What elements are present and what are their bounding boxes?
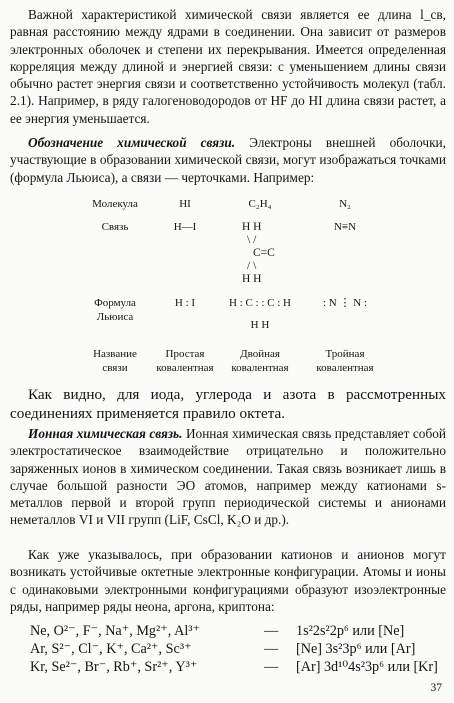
lewis-c2h4-hydrogens: H H (250, 319, 270, 331)
row-label-lewis: Формула Льюиса (94, 297, 136, 323)
bond-name-single: Простая ковалентная (156, 348, 214, 374)
paragraph-text: Ионная химическая связь представляет собой электростатическое взаимодействие отрицательно и положительно заряженных ионов в химическом соединении. Такая связь возникает лишь в случае большой разности ЭО атомов, например между катионами s-металлов первой и второй групп периодической системы и анионами неметаллов VI и VII групп (LiF, CsCl, K₂O и др.). (10, 426, 446, 528)
iso-series-ions: Ar, S²⁻, Cl⁻, K⁺, Ca²⁺, Sc³⁺ (30, 641, 192, 657)
paragraph-text: Электроны внешней оболочки, участвующие в образовании химической связи, могут изображаться точками (формула Льюиса), а связи — черточками. Например: (10, 135, 446, 185)
paragraph-ionic-bond (10, 425, 446, 529)
ethylene-structure-line: / \ (247, 260, 257, 272)
iso-series-dash: — (264, 641, 279, 657)
run-in-heading: Обозначение химической связи. (28, 135, 236, 150)
row-label-bond: Связь (101, 221, 129, 233)
bond-name-double: Двойная ковалентная (231, 348, 289, 374)
page-number: 37 (430, 682, 442, 694)
ethylene-structure-line: C=C (253, 247, 275, 259)
iso-series-config: [Ne] 3s²3p⁶ или [Ar] (296, 641, 416, 657)
ethylene-structure-line: H H (242, 273, 262, 285)
iso-series-dash: — (264, 659, 279, 675)
molecule-hi: HI (179, 198, 191, 210)
iso-series-config: 1s²2s²2p⁶ или [Ne] (296, 623, 405, 639)
molecule-c2h4: C₂H₄ (248, 198, 272, 210)
lewis-c2h4: H : C : : C : H (228, 297, 292, 309)
run-in-heading: Ионная химическая связь. (28, 426, 183, 441)
lewis-hi: H : I (174, 297, 196, 309)
paragraph-bond-length: Важной характеристикой химической связи является ее длина l_св, равная расстоянию между ядрами в соединении. Она зависит от размеров электронных оболочек и степени их перекрывания. Имеется определенная корреляция между длиной и энергией связи: с уменьшением длины связи обычно растет энергия связи и соответственно устойчивость молекул (табл. 2.1). Например, в ряду галогеноводородов от HF до HI длина связи растет, а ее энергия уменьшается. (10, 7, 446, 126)
iso-series-config: [Ar] 3d¹⁰4s²3p⁶ или [Kr] (296, 659, 438, 675)
bond-n2: N≡N (333, 221, 357, 233)
lewis-n2: : N ⋮ N : (323, 297, 367, 309)
paragraph-bond-notation (10, 134, 446, 186)
paragraph-octet-rule: Как видно, для иода, углерода и азота в рассмотренных соединениях применяется правило октета. (10, 386, 446, 422)
ethylene-structure-line: H H (242, 221, 262, 233)
iso-series-ions: Kr, Se²⁻, Br⁻, Rb⁺, Sr²⁺, Y³⁺ (30, 659, 198, 675)
paragraph-isoelectronic: Как уже указывалось, при образовании катионов и анионов могут возникать устойчивые октетные электронные конфигурации. Атомы и ионы с одинаковыми электронными конфигурациями образуют изоэлектронные ряды, например ряды неона, аргона, криптона: (10, 547, 446, 614)
ethylene-structure-line: \ / (247, 234, 257, 246)
molecule-n2: N₂ (339, 198, 351, 210)
bond-hi: H—I (173, 221, 197, 233)
bond-name-triple: Тройная ковалентная (316, 348, 374, 374)
iso-series-dash: — (264, 623, 279, 639)
row-label-bond-name: Название связи (93, 348, 137, 374)
iso-series-ions: Ne, O²⁻, F⁻, Na⁺, Mg²⁺, Al³⁺ (30, 623, 201, 639)
row-label-molecule: Молекула (92, 198, 138, 210)
